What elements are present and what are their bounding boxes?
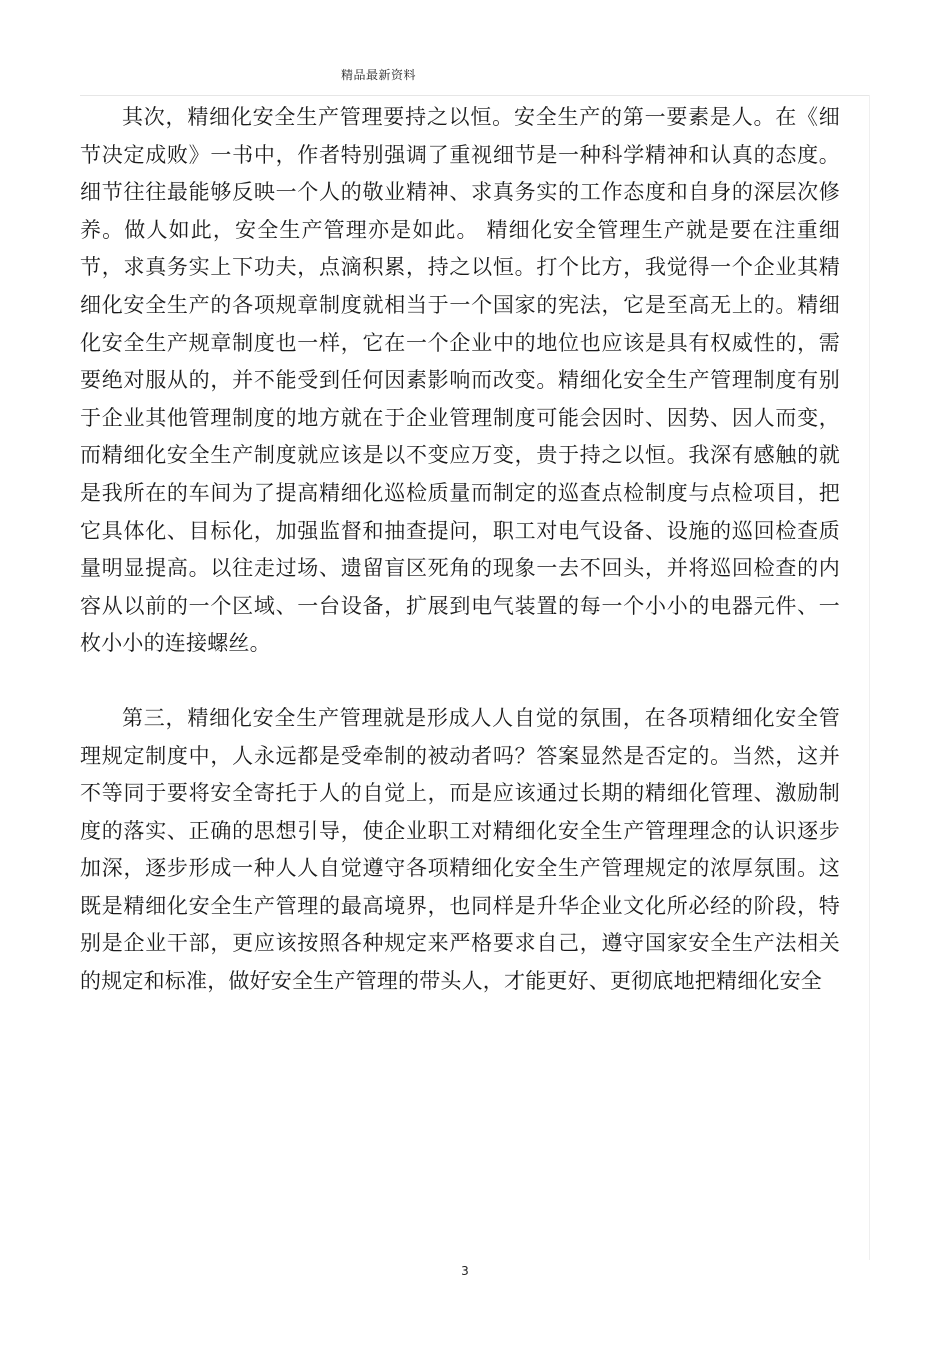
right-margin-line [869,95,870,1260]
header-divider [80,95,870,96]
header-text: 精品最新资料 [341,68,417,82]
document-body [80,99,840,1001]
page-number: 3 [461,1264,469,1278]
paragraph-1: 其次，精细化安全生产管理要持之以恒。安全生产的第一要素是人。在《细节决定成败》一书中，作者特别强调了重视细节是一种科学精神和认真的态度。细节往往最能够反映一个人的敬业精神、求真务实的工作态度和自身的深层次修养。做人如此，安全生产管理亦是如此。 精细化安全管理生产就是要在注重细节，求真务实上下功夫，点滴积累，持之以恒。打个比方，我觉得一个企业其精细化安全生产的各项规章制度就相当于一个国家的宪法，它是至高无上的。精细化安全生产规章制度也一样，它在一个企业中的地位也应该是具有权威性的，需要绝对服从的，并不能受到任何因素影响而改变。精细化安全生产管理制度有别于企业其他管理制度的地方就在于企业管理制度可能会因时、因势、因人而变，而精细化安全生产制度就应该是以不变应万变，贵于持之以恒。我深有感触的就是我所在的车间为了提高精细化巡检质量而制定的巡查点检制度与点检项目，把它具体化、目标化，加强监督和抽查提问，职工对电气设备、设施的巡回检查质量明显提高。以往走过场、遗留盲区死角的现象一去不回头，并将巡回检查的内容从以前的一个区域、一台设备，扩展到电气装置的每一个小小的电器元件、一枚小小的连接螺丝。 [80,105,840,656]
paragraph-2: 第三，精细化安全生产管理就是形成人人自觉的氛围，在各项精细化安全管理规定制度中，人永远都是受牵制的被动者吗？答案显然是否定的。当然，这并不等同于要将安全寄托于人的自觉上，而是应该通过长期的精细化管理、激励制度的落实、正确的思想引导，使企业职工对精细化安全生产管理理念的认识逐步加深，逐步形成一种人人自觉遵守各项精细化安全生产管理规定的浓厚氛围。这既是精细化安全生产管理的最高境界，也同样是升华企业文化所必经的阶段，特别是企业干部，更应该按照各种规定来严格要求自己，遵守国家安全生产法相关的规定和标准，做好安全生产管理的带头人，才能更好、更彻底地把精细化安全 [80,705,840,994]
paragraph-spacer [80,663,840,700]
